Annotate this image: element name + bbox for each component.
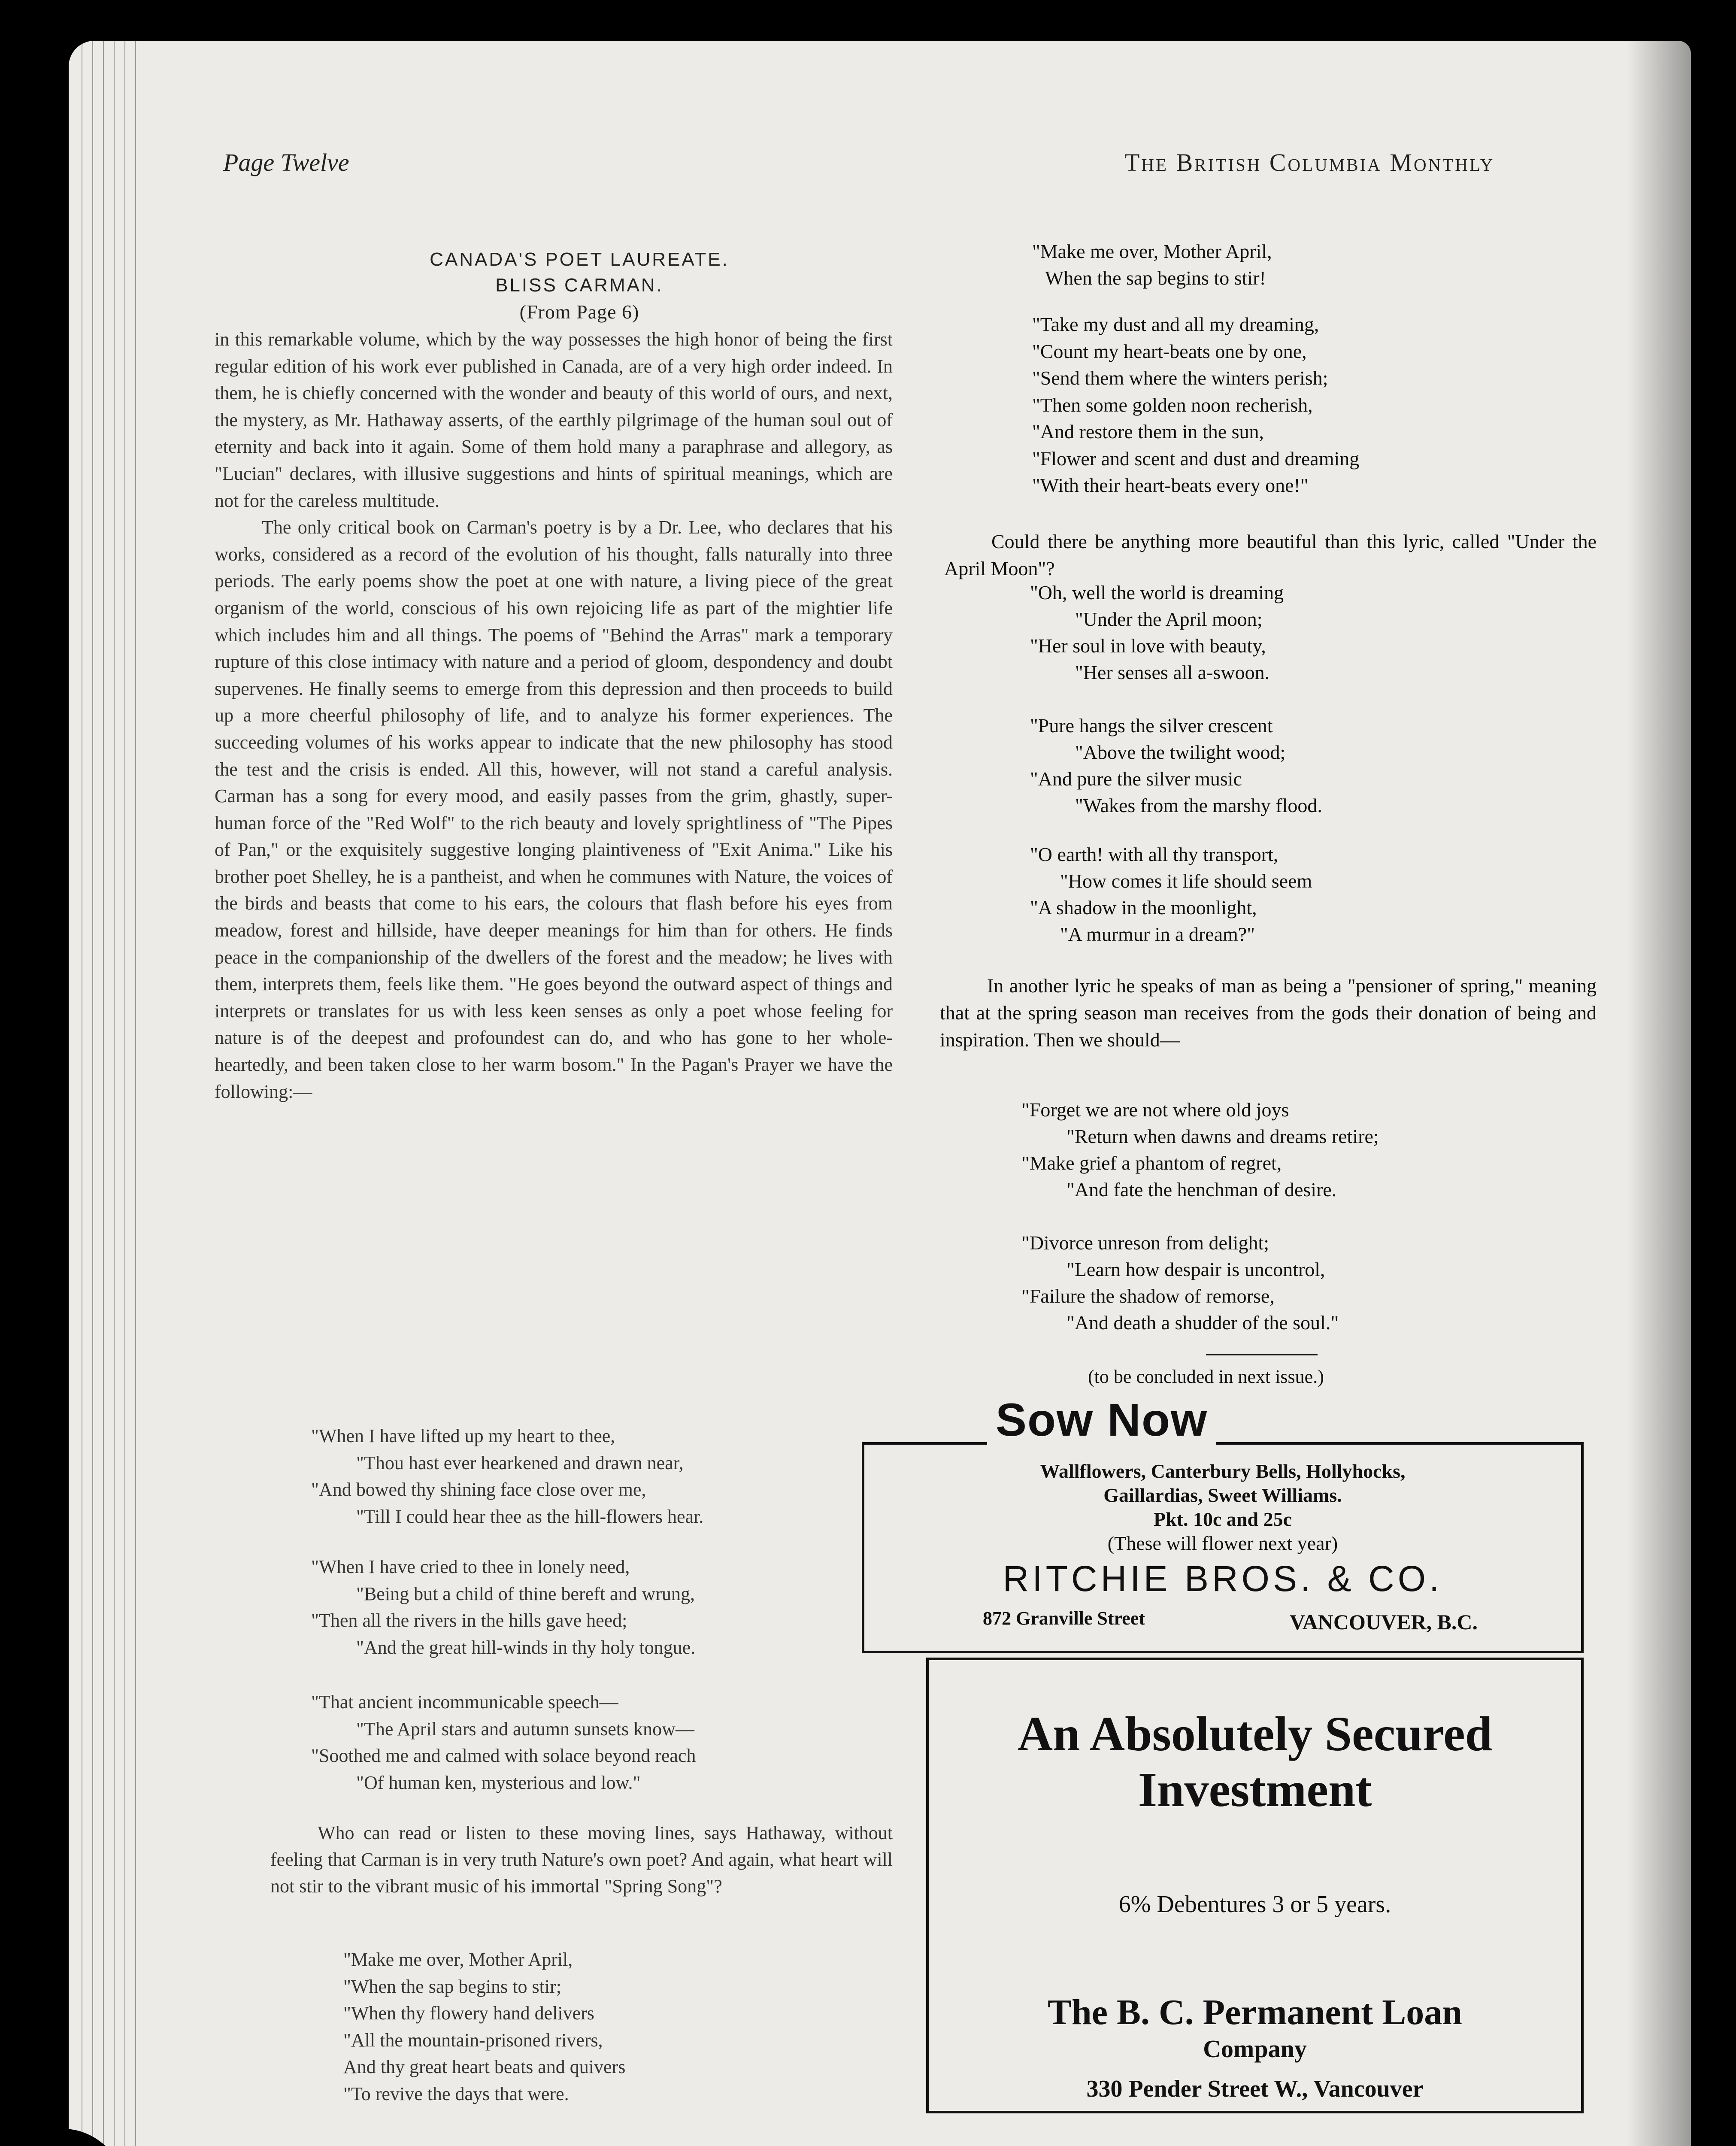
verse-line: "Her senses all a-swoon. (1075, 661, 1270, 683)
verse-line: "Pure hangs the silver crescent (1030, 715, 1273, 737)
verse-line: "Her soul in love with beauty, (1030, 635, 1266, 657)
verse-line: "Oh, well the world is dreaming (1030, 582, 1284, 603)
flower-list-line: Gaillardias, Sweet Williams. (1103, 1484, 1342, 1506)
verse-line: "Flower and scent and dust and dreaming (1032, 447, 1360, 470)
verse-line: "And the great hill-winds in thy holy tongue. (356, 1637, 696, 1658)
sow-now-heading: Sow Now (987, 1393, 1216, 1446)
price-line: Pkt. 10c and 25c (1154, 1508, 1292, 1530)
verse-line: "When thy flowery hand delivers (343, 2003, 594, 2024)
verse-line: "Learn how despair is uncontrol, (1066, 1258, 1325, 1280)
verse-line: "Till I could hear thee as the hill-flowers hear. (356, 1506, 704, 1527)
page-shading (1627, 41, 1691, 2146)
verse-line: "Make me over, Mother April, (343, 1949, 573, 1970)
page-label: Page Twelve (223, 149, 349, 176)
paragraph: The only critical book on Carman's poetry is by a Dr. Lee, who declares that his works, considered as a record of the evolution of his thought, falls naturally into three periods. The early poems show the poet at one with nature, a living piece of the great organism of the world, conscious of his own rejoicing life as part of the mightier life which includes him and all things. The poems of "Behind the Arras" mark a temporary rupture of this close intimacy with nature and a period of gloom, despondency and doubt supervenes. He finally seems to emerge from this depression and then proceeds to build up a more cheerful philosophy of life, and to analyze his former experiences. The succeeding volumes of his works appear to indicate that the new philosophy has stood the test and the crisis is ended. All this, however, will not stand a careful analysis. Carman has a song for every mood, and easily passes from the grim, ghastly, super-human force of the "Red Wolf" to the rich beauty and lovely sprightliness of "The Pipes of Pan," or the exquisitely suggestive longing plaintiveness of "Exit Anima." Like his brother poet Shelley, he is a pantheist, and when he communes with Nature, the voices of the birds and beasts that come to his ears, the colours that flash before his eyes from meadow, forest and hillside, have deeper meanings for him than for others. He finds peace in the companionship of the dwellers of the forest and the meadow; he lives with them, interprets them, feels like them. "He goes beyond the outward aspect of things and interprets or translates for us with less keen senses as only a poet whose feeling for nature is of the deepest and profoundest can do, and who has gone to her whole-heartedly, and been taken close to her warm bosom." In the Pagan's Prayer we have the following:— (215, 517, 893, 1102)
verse-line: "When I have lifted up my heart to thee, (311, 1425, 615, 1446)
verse-line: And thy great heart beats and quivers (343, 2056, 626, 2077)
verse-line: "Count my heart-beats one by one, (1032, 340, 1307, 362)
verse-line: "And death a shudder of the soul." (1066, 1312, 1339, 1334)
page-edge (103, 41, 104, 2146)
verse-line: "When the sap begins to stir; (343, 1976, 561, 1997)
forget-stanza-2 (1021, 1230, 1339, 1336)
verse-line: "Return when dawns and dreams retire; (1066, 1125, 1379, 1147)
verse-line: "Divorce unreson from delight; (1021, 1232, 1269, 1254)
note-line: (These will flower next year) (1107, 1532, 1338, 1554)
page-edge (114, 41, 115, 2146)
ritchie-city: VANCOUVER, B.C. (1290, 1610, 1478, 1634)
ritchie-street: 872 Granville Street (983, 1608, 1145, 1629)
spring-song-excerpt (343, 1946, 625, 2107)
pagan-prayer-stanza-3 (311, 1689, 696, 1796)
verse-line: "Above the twilight wood; (1075, 741, 1286, 763)
verse-line: "How comes it life should seem (1060, 870, 1312, 892)
page-edge (92, 41, 93, 2146)
verse-line: "Take my dust and all my dreaming, (1032, 313, 1319, 335)
verse-line: "Wakes from the marshy flood. (1075, 794, 1322, 816)
verse-line: "Forget we are not where old joys (1021, 1099, 1289, 1121)
paragraph: in this remarkable volume, which by the way possesses the high honor of being the first regular edition of his work ever published in Canada, are of a very high order indeed. In them, he is chiefly concerned with the wonder and beauty of this world of ours, and next, the mystery, as Mr. Hathaway asserts, of the earthly pilgrimage of the human soul out of eternity and back into it again. Some of them hold many a paraphrase and allegory, as "Lucian" declares, with illusive suggestions and hints of spiritual meanings, which are not for the careless multitude. (215, 329, 893, 511)
flower-list-line: Wallflowers, Canterbury Bells, Hollyhocks, (1040, 1460, 1406, 1482)
verse-line: "Soothed me and calmed with solace beyond reach (311, 1745, 696, 1766)
left-column-text (215, 326, 893, 1105)
april-moon-stanza-2 (1030, 712, 1322, 819)
paragraph: Who can read or listen to these moving lines, says Hathaway, without feeling that Carman is in very truth Nature's own poet? And again, what heart will not stir to the vibrant music of his immortal "Spring Song"? (270, 1822, 893, 1897)
verse-line: "Then some golden noon recherish, (1032, 394, 1313, 416)
page-edge (124, 41, 125, 2146)
pagan-prayer-stanza-1 (311, 1423, 703, 1530)
paragraph: In another lyric he speaks of man as being a "pensioner of spring," meaning that at the spring season man receives from the gods their donation of being and inspiration. Then we should— (940, 975, 1597, 1051)
verse-line: "O earth! with all thy transport, (1030, 843, 1279, 865)
verse-line: "That ancient incommunicable speech— (311, 1691, 618, 1713)
verse-line: "Being but a child of thine bereft and wrung, (356, 1583, 695, 1604)
sow-now-text (862, 1459, 1584, 1555)
journal-title: The British Columbia Monthly (1124, 149, 1495, 176)
page-edge (135, 41, 136, 2146)
article-title: CANADA'S POET LAUREATE. (430, 249, 729, 270)
verse-line: "Under the April moon; (1075, 608, 1263, 630)
verse-line: "Make grief a phantom of regret, (1021, 1152, 1282, 1174)
verse-line: "And restore them in the sun, (1032, 421, 1264, 443)
loan-company-word: Company (1203, 2035, 1307, 2063)
verse-line: "To revive the days that were. (343, 2083, 569, 2104)
right-stanza-2 (1032, 311, 1359, 499)
verse-line: "With their heart-beats every one!" (1032, 474, 1309, 496)
verse-line: "Failure the shadow of remorse, (1021, 1285, 1275, 1307)
pagan-prayer-stanza-2 (311, 1554, 695, 1661)
debenture-offer: 6% Debentures 3 or 5 years. (1118, 1891, 1391, 1918)
verse-line: "A shadow in the moonlight, (1030, 897, 1257, 918)
verse-line: "When I have cried to thee in lonely need, (311, 1556, 630, 1577)
verse-line: "And fate the henchman of desire. (1066, 1179, 1337, 1200)
verse-line: "Make me over, Mother April, (1032, 240, 1272, 262)
verse-line: "And bowed thy shining face close over me, (311, 1479, 646, 1500)
ritchie-bros-name: RITCHIE BROS. & CO. (1003, 1558, 1443, 1599)
april-moon-stanza-3 (1030, 841, 1312, 948)
who-can-read-paragraph (270, 1820, 893, 1900)
verse-line: "Then all the rivers in the hills gave heed; (311, 1610, 627, 1631)
could-there-be-paragraph (944, 528, 1597, 582)
verse-line: "The April stars and autumn sunsets know— (356, 1718, 694, 1740)
headline-line: An Absolutely Secured (1017, 1706, 1493, 1761)
headline-line: Investment (1138, 1762, 1372, 1817)
pensioner-paragraph (940, 972, 1597, 1053)
verse-line: When the sap begins to stir! (1045, 267, 1266, 289)
section-rule (1206, 1354, 1318, 1355)
continued-note: (From Page 6) (519, 301, 639, 323)
concluded-note: (to be concluded in next issue.) (1088, 1366, 1324, 1387)
april-moon-stanza-1 (1030, 579, 1284, 686)
verse-line: "Of human ken, mysterious and low." (356, 1772, 641, 1793)
loan-company-address: 330 Pender Street W., Vancouver (1086, 2076, 1424, 2102)
verse-line: "All the mountain-prisoned rivers, (343, 2029, 603, 2051)
verse-line: "A murmur in a dream?" (1060, 923, 1255, 945)
forget-stanza-1 (1021, 1097, 1379, 1203)
article-subtitle: BLISS CARMAN. (495, 275, 663, 296)
verse-line: "Send them where the winters perish; (1032, 367, 1328, 389)
loan-company-name: The B. C. Permanent Loan (1048, 1992, 1462, 2032)
right-stanza-1 (1032, 238, 1272, 291)
verse-line: "Thou hast ever hearkened and drawn near, (356, 1452, 684, 1473)
investment-headline (926, 1706, 1584, 1818)
verse-line: "And pure the silver music (1030, 768, 1242, 790)
paragraph: Could there be anything more beautiful than this lyric, called "Under the April Moon"? (944, 530, 1597, 579)
